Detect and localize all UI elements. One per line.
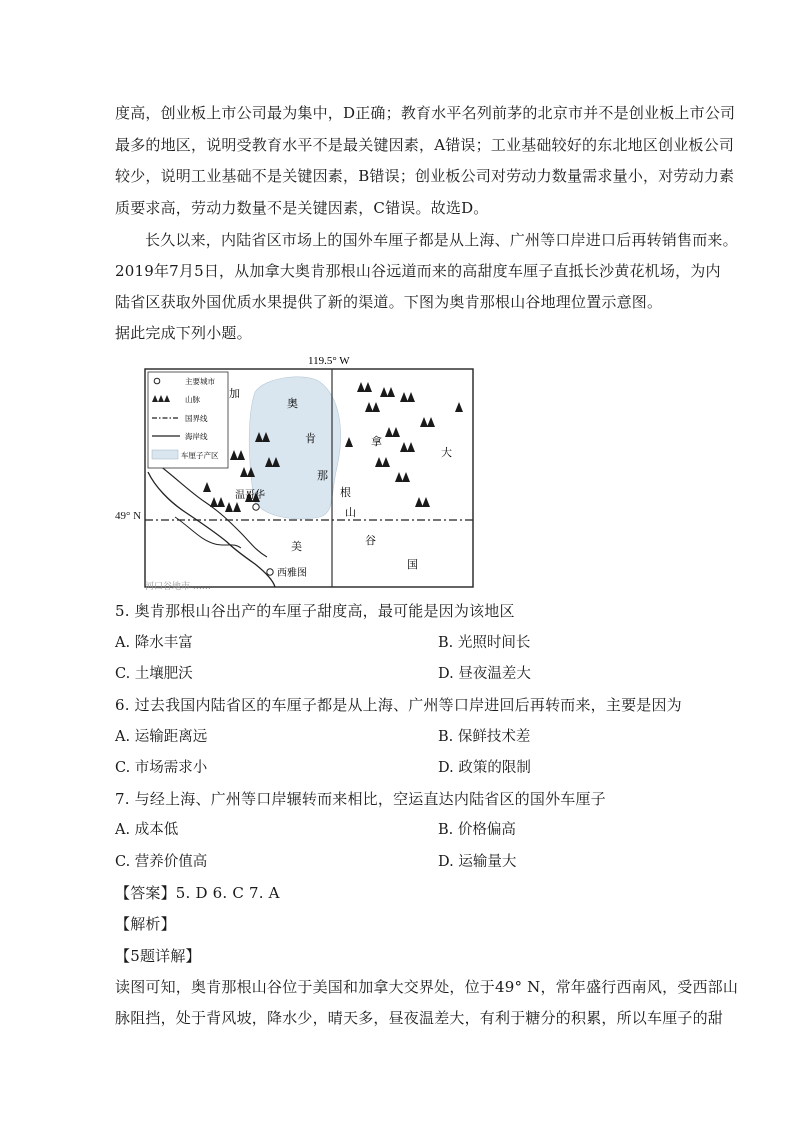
country-label: 国 [407,558,418,571]
analysis-heading: 【解析】 [115,915,176,933]
country-label: 美 [291,540,302,553]
body-text-line: 2019年7月5日，从加拿大奥肯那根山谷远道而来的高甜度车厘子直抵长沙黄花机场，为内 [115,262,721,280]
prompt-text: 据此完成下列小题。 [115,324,252,342]
location-map [115,352,480,590]
valley-label: 根 [340,486,351,499]
body-text-line: 脉阻挡，处于背风坡，降水少，晴天多，昼夜温差大，有利于糖分的积累，所以车厘子的甜 [115,1009,724,1027]
mountain-icon [152,395,170,402]
body-text-line: 陆省区获取外国优质水果提供了新的渠道。下图为奥肯那根山谷地理位置示意图。 [115,293,663,311]
cut-off-caption: 河口谷地市 …… [145,582,211,590]
question-stem: 7. 与经上海、广州等口岸辗转而来相比，空运直达内陆省区的国外车厘子 [115,790,606,808]
option-c: C. 营养价值高 [115,854,208,870]
question-stem: 6. 过去我国内陆省区的车厘子都是从上海、广州等口岸进回后再转而来，主要是因为 [115,696,682,714]
option-b: B. 保鲜技术差 [438,729,531,745]
body-text-line: 最多的地区，说明受教育水平不是最关键因素，A错误；工业基础较好的东北地区创业板公司 [115,136,735,154]
latitude-label: 49° N [115,510,142,522]
body-text-line: 质要求高，劳动力数量不是关键因素，C错误。故选D。 [115,199,489,217]
cherry-area-icon [152,450,178,459]
body-text-line: 较少，说明工业基础不是关键因素，B错误；创业板公司对劳动力数量需求量小，对劳动力素 [115,167,735,185]
body-text-line: 长久以来，内陆省区市场上的国外车厘子都是从上海、广州等口岸进口后再转销售而来。 [145,231,738,249]
valley-label: 谷 [365,534,376,547]
valley-label: 肯 [305,432,316,445]
answer-line: 【答案】5. D 6. C 7. A [115,884,280,902]
city-label: 西雅图 [277,568,307,579]
option-d: D. 政策的限制 [438,760,531,776]
country-label: 大 [441,446,452,459]
body-text-line: 读图可知，奥肯那根山谷位于美国和加拿大交界处，位于49° N，常年盛行西南风，受西部山 [115,978,739,996]
country-label: 拿 [371,435,382,448]
option-c: C. 市场需求小 [115,760,208,776]
legend-label: 主要城市 [185,377,215,386]
body-text-line: 度高，创业板上市公司最为集中，D正确；教育水平名列前茅的北京市并不是创业板上市公司 [115,104,736,122]
q5-detail-heading: 【5题详解】 [115,947,201,965]
valley-label: 那 [317,469,328,482]
longitude-label: 119.5° W [308,355,350,367]
option-d: D. 运输量大 [438,854,517,870]
option-b: B. 价格偏高 [438,822,516,838]
option-a: A. 成本低 [115,822,179,838]
legend-label: 国界线 [185,414,208,423]
valley-label: 山 [345,506,356,519]
option-a: A. 降水丰富 [115,635,193,651]
option-b: B. 光照时间长 [438,635,531,651]
city-marker-icon [253,504,259,510]
option-c: C. 土壤肥沃 [115,666,193,682]
legend-label: 山脉 [185,395,200,404]
option-d: D. 昼夜温差大 [438,666,531,682]
city-label: 温哥华 [235,490,265,501]
country-label: 加 [229,387,240,400]
question-stem: 5. 奥肯那根山谷出产的车厘子甜度高，最可能是因为该地区 [115,602,515,620]
valley-label: 奥 [287,397,298,410]
option-a: A. 运输距离远 [115,729,208,745]
legend-label: 海岸线 [185,432,208,441]
city-marker-icon [267,569,273,575]
legend-label: 车厘子产区 [181,451,219,460]
